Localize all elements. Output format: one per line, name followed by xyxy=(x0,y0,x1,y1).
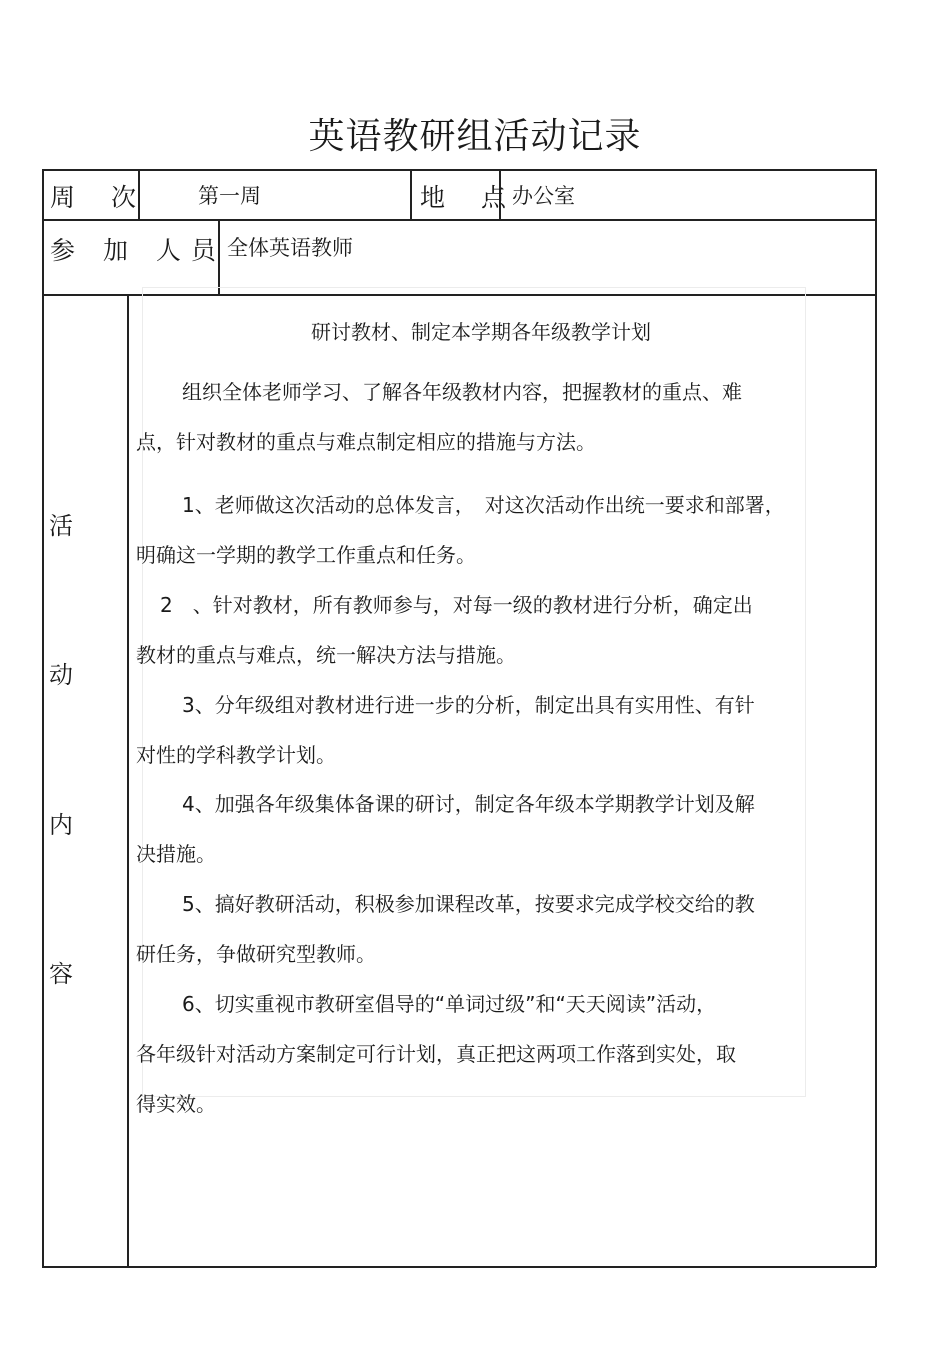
week-value: 第一周 xyxy=(198,184,261,208)
paragraph-continuation: 教材的重点与难点，统一解决方法与措施。 xyxy=(136,643,516,667)
activity-paragraph xyxy=(136,879,836,979)
activity-paragraph xyxy=(136,367,836,467)
table-row-divider xyxy=(42,219,876,221)
paragraph-first-line: 4、加强各年级集体备课的研讨，制定各年级本学期教学计划及解 xyxy=(182,792,755,816)
page-title: 英语教研组活动记录 xyxy=(308,116,642,157)
location-label: 地 点 xyxy=(420,183,520,212)
paragraph-continuation: 对性的学科教学计划。 xyxy=(136,743,336,767)
paragraph-continuation: 决措施。 xyxy=(136,842,216,866)
activity-heading: 研讨教材、制定本学期各年级教学计划 xyxy=(311,320,651,344)
activity-paragraph xyxy=(136,779,836,879)
content-label-char: 内 xyxy=(49,811,73,839)
paragraph-first-line: 组织全体老师学习、了解各年级教材内容，把握教材的重点、难 xyxy=(182,380,742,404)
location-value: 办公室 xyxy=(512,184,575,208)
content-label-char: 容 xyxy=(49,960,73,988)
activity-paragraph xyxy=(136,580,836,680)
content-label-char: 活 xyxy=(49,512,73,540)
table-border-left xyxy=(42,169,44,1267)
paragraph-continuation: 点，针对教材的重点与难点制定相应的措施与方法。 xyxy=(136,430,596,454)
paragraph-continuation: 明确这一学期的教学工作重点和任务。 xyxy=(136,543,476,567)
activity-paragraph xyxy=(136,680,836,780)
paragraph-first-line: 2 、针对教材，所有教师参与，对每一级的教材进行分析，确定出 xyxy=(160,593,753,617)
paragraph-first-line: 6、切实重视市教研室倡导的“单词过级”和“天天阅读”活动， xyxy=(182,992,717,1016)
content-label-char: 动 xyxy=(49,661,73,689)
table-column-divider xyxy=(410,169,412,220)
activity-paragraph xyxy=(136,979,836,1129)
paragraph-first-line: 5、搞好教研活动，积极参加课程改革，按要求完成学校交给的教 xyxy=(182,892,755,916)
paragraph-first-line: 1、老师做这次活动的总体发言， 对这次活动作出统一要求和部署， xyxy=(182,493,785,517)
table-column-divider xyxy=(127,294,129,1267)
paragraph-continuation: 各年级针对活动方案制定可行计划，真正把这两项工作落到实处，取 xyxy=(136,1042,736,1066)
week-label: 周 次 xyxy=(50,183,150,212)
participants-value: 全体英语教师 xyxy=(227,236,353,260)
paragraph-continuation: 得实效。 xyxy=(136,1092,216,1116)
table-border-top xyxy=(42,169,876,171)
table-border-right xyxy=(875,169,877,1267)
activity-paragraph xyxy=(136,480,836,580)
paragraph-continuation: 研任务，争做研究型教师。 xyxy=(136,942,376,966)
table-border-bottom xyxy=(42,1266,876,1268)
paragraph-first-line: 3、分年级组对教材进行进一步的分析，制定出具有实用性、有针 xyxy=(182,693,755,717)
participants-label: 参 加 人员 xyxy=(50,236,226,265)
